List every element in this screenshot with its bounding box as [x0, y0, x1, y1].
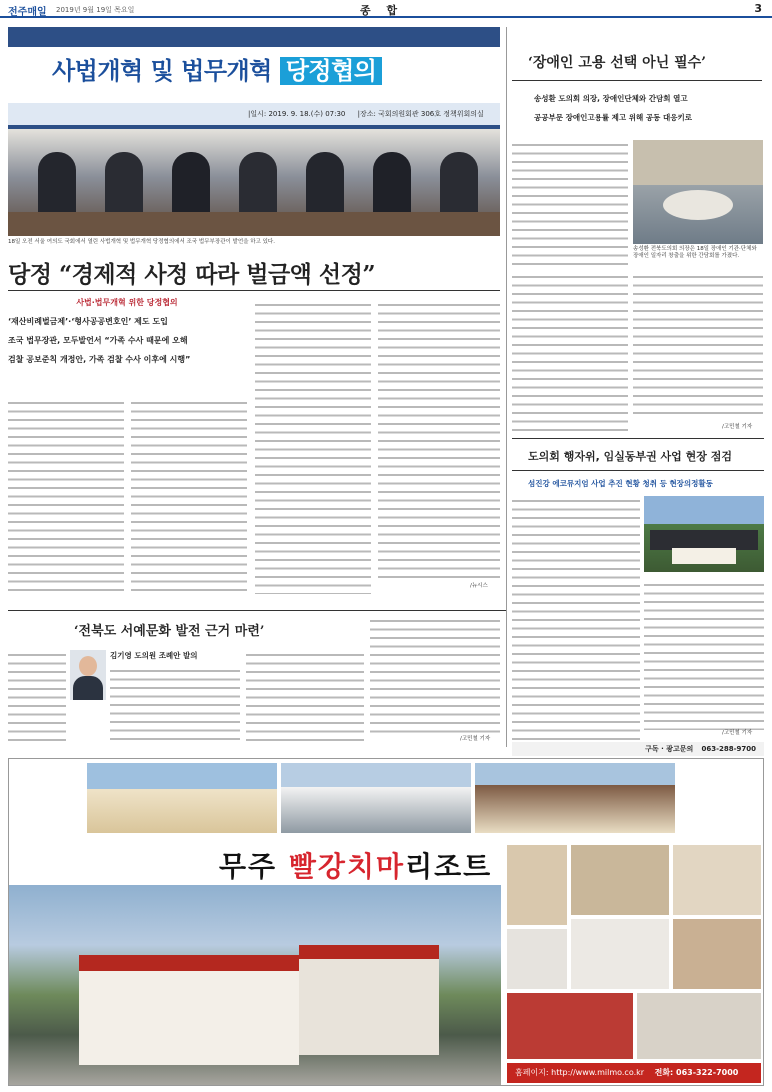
- resort-ad: [8, 758, 764, 1086]
- bottom-left-title: ‘전북도 서예문화 발전 근거 마련’: [74, 624, 265, 639]
- banner: [8, 47, 500, 125]
- right-mid-byline: /고민철 기자: [722, 730, 753, 736]
- right-top-body-col-3: [633, 272, 763, 420]
- page-number: 3: [754, 2, 762, 15]
- banner-date: |일시: 2019. 9. 18.(수) 07:30: [248, 110, 346, 118]
- right-mid-title: 도의회 행자위, 임실동부권 사업 현장 점검: [528, 450, 732, 463]
- right-top-byline: /고민철 기자: [722, 424, 753, 430]
- ad-title: [219, 845, 492, 885]
- right-top-subhead-1: 송성환 도의회 의장, 장애인단체와 간담회 열고: [534, 94, 688, 103]
- lead-body-col-2: [131, 398, 247, 594]
- bottom-left-body-col-1: [8, 650, 66, 746]
- banner-place: |장소: 국회의원회관 306호 정책위회의실: [357, 110, 484, 118]
- right-mid-subhead: 섬진강 에코뮤지엄 사업 추진 현황 청취 등 현장의정활동: [528, 479, 713, 488]
- ad-photo-room-3: [673, 845, 761, 915]
- lead-photo: [8, 27, 500, 236]
- right-top-title: ‘장애인 고용 선택 아닌 필수’: [528, 55, 707, 71]
- right-top-photo: [633, 140, 763, 244]
- right-top-subhead-2: 공공부문 장애인고용률 제고 위해 공동 대응키로: [534, 113, 692, 122]
- bottom-left-body-col-4: [370, 616, 500, 734]
- ad-photo-campers: [281, 763, 471, 833]
- ad-photo-cabin: [673, 919, 761, 989]
- lead-subhead-2: 조국 법무장관, 모두발언서 “가족 수사 때문에 오해: [8, 336, 188, 345]
- ad-photo-room-1: [507, 845, 567, 925]
- lead-photo-caption: 18일 오전 서울 여의도 국회에서 열린 사법개혁 및 법무개혁 당정협의에서 조국 법무부장관이 발언을 하고 있다.: [8, 239, 275, 245]
- lead-body-col-4: [378, 300, 500, 580]
- ad-photo-bath: [571, 919, 669, 989]
- issue-date: 2019년 9월 19일 목요일: [56, 6, 135, 14]
- subscription-phone: 063-288-9700: [701, 745, 756, 753]
- ad-photo-tents: [87, 763, 277, 833]
- bottom-left-body-col-2: [110, 666, 240, 746]
- ad-title-part-1: 무주: [219, 850, 278, 883]
- bottom-left-portrait: [70, 650, 106, 700]
- ad-photo-bbq: [507, 993, 633, 1059]
- right-mid-body-col-1: [512, 496, 640, 744]
- banner-title: 사법개혁 및 법무개혁: [52, 57, 272, 85]
- bottom-left-subhead: 김기영 도의원 조례안 발의: [110, 651, 198, 660]
- people-row: [28, 152, 488, 212]
- lead-subhead-1: ‘재산비례벌금제’·‘형사공공변호인’ 제도 도입: [8, 317, 168, 326]
- banner-title-highlight: 당정협의: [280, 57, 383, 85]
- right-mid-body-col-2: [644, 580, 764, 730]
- page-header: [0, 0, 772, 18]
- ad-photo-glamping: [475, 763, 675, 833]
- lead-body-col-1: [8, 398, 124, 594]
- ad-title-part-3: 리조트: [405, 850, 493, 883]
- lead-byline: /뉴시스: [470, 583, 488, 589]
- lead-subhead-3: 검찰 공보준칙 개정안, 가족 검찰 수사 이후에 시행”: [8, 355, 191, 364]
- masthead: 전주매일: [8, 7, 47, 18]
- lead-headline: 당정 “경제적 사정 따라 벌금액 선정”: [8, 261, 376, 288]
- right-mid-photo: [644, 496, 764, 572]
- ad-photo-building: [9, 885, 501, 1085]
- ad-phone: 전화: 063-322-7000: [654, 1068, 739, 1077]
- lead-kicker: 사법·법무개혁 위한 당정협의: [76, 298, 178, 307]
- right-top-body-col-1: [512, 140, 628, 266]
- ad-homepage: 홈페이지: http://www.milmo.co.kr: [515, 1068, 645, 1077]
- subscription-ad-bar: [512, 742, 764, 756]
- ad-photo-store: [637, 993, 761, 1059]
- right-top-body-col-2: [512, 272, 628, 436]
- subscription-label: 구독 · 광고문의: [645, 745, 694, 753]
- right-top-photo-caption: 송성환 전북도의회 의장은 18일 장애인 기관·단체와 장애인 일자리 창출을 위한 간담회를 가졌다.: [633, 246, 757, 260]
- lead-body-col-3: [255, 300, 371, 594]
- bottom-left-body-col-3: [246, 650, 364, 746]
- lead-subhead-block: [8, 297, 246, 365]
- ad-contact-bar: [507, 1063, 761, 1083]
- ad-photo-kitchen: [507, 929, 567, 989]
- ad-photo-room-2: [571, 845, 669, 915]
- section-name: 종 합: [360, 4, 404, 17]
- ad-title-part-2: 빨강치마: [288, 850, 406, 883]
- bottom-left-byline: /고민철 기자: [460, 736, 491, 742]
